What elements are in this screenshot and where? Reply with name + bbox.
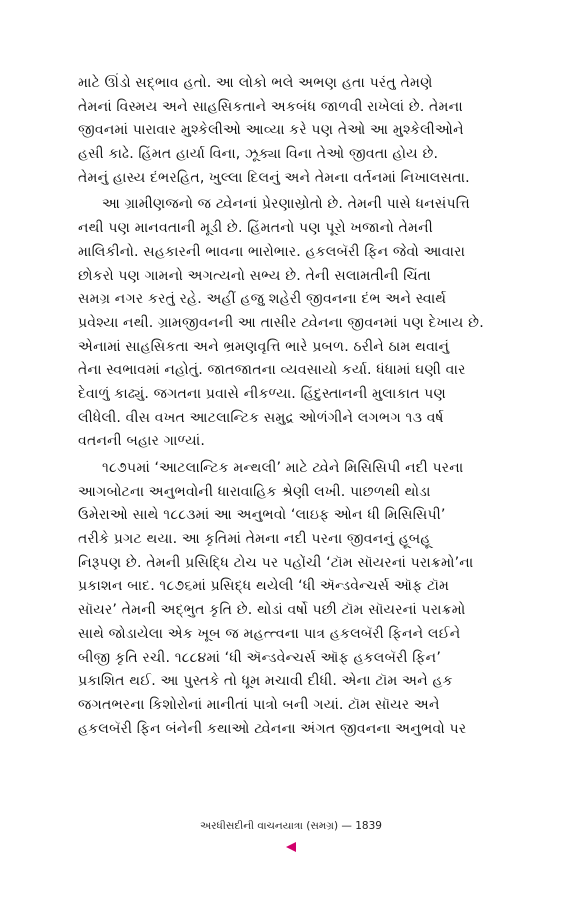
text-line: બીજી કૃતિ રચી. ૧૮૮૪માં ‘ધી ઍન્ડવેન્ચર્સ ઑફ હકલબૅરી ફિન’ — [78, 649, 441, 666]
text-line: તેના સ્વભાવમાં નહોતું. જાતજાતના વ્યવસાયો કર્યા. ધંધામાં ઘણી વાર — [78, 362, 466, 379]
text-line: તેમનાં વિસ્મય અને સાહસિકતાને અકબંધ જાળવી રાખેલાં છે. તેમના — [78, 98, 463, 115]
text-line: હકલબૅરી ફિન બંનેની કથાઓ ટ્વેનના અંગત જીવનના અનુભવો પર — [78, 720, 467, 737]
left-triangle-icon — [281, 840, 301, 854]
text-line: ૧૮૭૫માં ‘આટલાન્ટિક મન્થલી’ માટે ટ્વેને મિસિસિપી નદી પરના — [102, 460, 464, 476]
body-text — [78, 72, 508, 741]
text-line: નથી પણ માનવતાની મૂડી છે. હિંમતનો પણ પૂરો ખજાનો તેમની — [78, 220, 433, 237]
text-line: નિરૂપણ છે. તેમની પ્રસિદ્ધિ ટોચ પર પહોંચી ‘ટૉમ સૉયરનાં પરાક્રમો’ના — [78, 554, 474, 571]
text-line: આગબોટના અનુભવોની ધારાવાહિક શ્રેણી લખી. પાછળથી થોડા — [78, 483, 431, 500]
text-line: સાથે જોડાયેલા એક ખૂબ જ મહત્ત્વના પાત્ર હકલબૅરી ફિનને લઈને — [78, 625, 461, 642]
text-line: છોકરો પણ ગામનો અગત્યનો સભ્ય છે. તેની સલામતીની ચિંતા — [78, 267, 431, 284]
paragraph-3 — [78, 457, 508, 741]
text-line: સૉયર’ તેમની અદ્ભુત કૃતિ છે. થોડાં વર્ષો પછી ટૉમ સૉયરનાં પરાક્રમો — [78, 602, 466, 619]
text-line: જીવનમાં પારાવાર મુશ્કેલીઓ આવ્યા કરે પણ તેઓ આ મુશ્કેલીઓને — [78, 122, 464, 139]
page-footer: અરધીસદીની વાચનયાત્રા (સમગ્ર) — 1839 — [200, 820, 382, 832]
text-line: એનામાં સાહસિકતા અને ભ્રમણવૃત્તિ ભારે પ્રબળ. ઠરીને ઠામ થવાનું — [78, 338, 450, 355]
text-line: હસી કાઢે. હિંમત હાર્યા વિના, ઝૂક્યા વિના તેઓ જીવતા હોય છે. — [78, 146, 439, 163]
text-line: દેવાળું કાઢ્યું. જગતના પ્રવાસે નીકળ્યા. હિંદુસ્તાનની મુલાકાત પણ — [78, 385, 446, 402]
left-triangle-icon — [285, 841, 297, 853]
text-line: આ ગ્રામીણજનો જ ટ્વેનનાં પ્રેરણાસ્રોતો છે. તેમની પાસે ધનસંપત્તિ — [102, 196, 470, 213]
text-line: પ્રવેશ્યા નથી. ગ્રામજીવનની આ તાસીર ટ્વેનના જીવનમાં પણ દેખાય છે. — [78, 314, 484, 331]
text-line: ઉમેરાઓ સાથે ૧૮૮૩માં આ અનુભવો ‘લાઇફ ઓન ધી મિસિસિપી’ — [78, 507, 446, 524]
text-line: પ્રકાશિત થઈ. આ પુસ્તકે તો ધૂમ મચાવી દીધી. એના ટૉમ અને હક — [78, 673, 453, 690]
text-line: સમગ્ર નગર કરતું રહે. અહીં હજુ શહેરી જીવનના દંભ અને સ્વાર્થ — [78, 291, 447, 308]
text-line: માટે ઊંડો સદ્ભાવ હતો. આ લોકો ભલે અભણ હતા પરંતુ તેમણે — [78, 75, 433, 91]
paragraph-1 — [78, 72, 508, 190]
text-line: જગતભરના કિશોરોનાં માનીતાં પાત્રો બની ગયાં. ટૉમ સૉયર અને — [78, 696, 440, 713]
text-line: પ્રકાશન બાદ. ૧૮૭૬માં પ્રસિદ્ધ થયેલી ‘ધી ઍન્ડવેન્ચર્સ ઑફ ટૉમ — [78, 578, 450, 595]
paragraph-2 — [78, 193, 508, 454]
text-line: લીધેલી. વીસ વખત આટલાન્ટિક સમુદ્ર ઓળંગીને લગભગ ૧૩ વર્ષ — [78, 409, 444, 426]
text-line: તેમનું હાસ્ય દંભરહિત, ખુલ્લા દિલનું અને તેમના વર્તનમાં નિખાલસતા. — [78, 169, 470, 186]
text-line: તરીકે પ્રગટ થયા. આ કૃતિમાં તેમના નદી પરના જીવનનું હૂબહૂ — [78, 531, 431, 548]
text-line: વતનની બહાર ગાળ્યાં. — [78, 433, 205, 450]
text-line: માલિકીનો. સહકારની ભાવના ભારોભાર. હકલબૅરી ફિન જેવો આવારા — [78, 243, 466, 260]
